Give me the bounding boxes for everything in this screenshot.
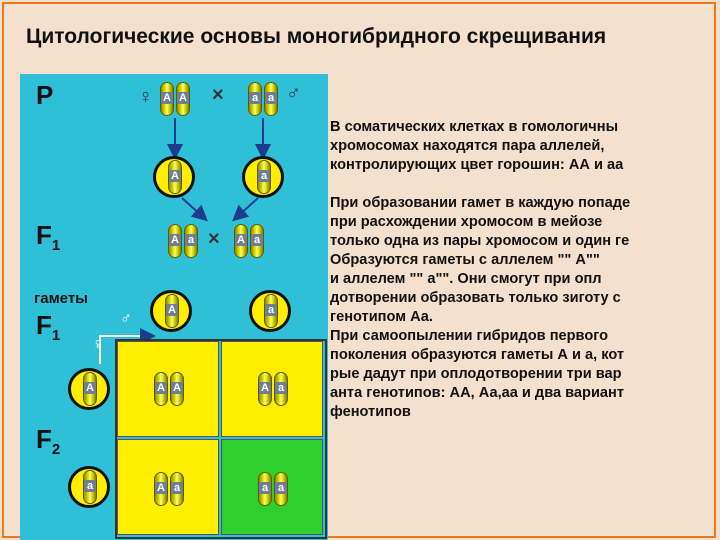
chromosome-A: A — [234, 224, 248, 258]
chromosome-A: A — [160, 82, 174, 116]
paragraph-2: При образовании гамет в каждую попаде при расхождении хромосом в мейозе только одна из пары хромосом и один ге Образуются гаметы с аллелем "" А"" и аллелем "" а"". Они смогут при опл дотворении образовать только зиготу с генотипом Аа. — [330, 195, 631, 325]
female-symbol-f1: ♀ — [92, 336, 104, 353]
label-f1-gametes: $F_1$ — [36, 310, 61, 345]
gamete-a-circle: a — [242, 156, 284, 198]
gamete-A-circle: A — [153, 156, 195, 198]
male-symbol-f1: ♂ — [120, 310, 132, 327]
chromosome-A: A — [176, 82, 190, 116]
cell-AA: A A — [117, 341, 219, 437]
gamete-A-circle: A — [150, 290, 192, 332]
chromosome-a: a — [184, 224, 198, 258]
cell-Aa: A a — [221, 341, 323, 437]
paragraph-3: При самоопылении гибридов первого поколения образуются гаметы А и а, кот рые дадут при оплодотворении три вар анта генотипов: АА, Аа,аа и два вариант фенотипов — [330, 328, 625, 420]
explanation-text — [330, 118, 720, 422]
chromosome-a: a — [248, 82, 262, 116]
label-gametes: гаметы — [34, 290, 88, 307]
chromosome-A: A — [168, 224, 182, 258]
cell-aA: A a — [117, 439, 219, 535]
gamete-A-circle: A — [68, 368, 110, 410]
label-p: P — [36, 80, 54, 110]
cross-symbol-p: × — [212, 84, 224, 106]
gamete-a-circle: a — [249, 290, 291, 332]
label-f1: $F_1$ — [36, 220, 61, 255]
slide-title: Цитологические основы моногибридного скрещивания — [26, 25, 607, 48]
genetics-diagram — [20, 74, 328, 540]
punnett-square — [115, 339, 327, 539]
chromosome-a: a — [250, 224, 264, 258]
chromosome-a: a — [264, 82, 278, 116]
label-f2: $F_2$ — [36, 424, 61, 459]
male-symbol-p: ♂ — [286, 82, 301, 104]
female-symbol-p: ♀ — [138, 86, 153, 108]
paragraph-1: В соматических клетках в гомологичны хромосомах находятся пара аллелей, контролирующих цвет горошин: АА и аа — [330, 119, 624, 173]
cross-symbol-f1: × — [208, 228, 220, 250]
cell-aa: a a — [221, 439, 323, 535]
gamete-a-circle: a — [68, 466, 110, 508]
